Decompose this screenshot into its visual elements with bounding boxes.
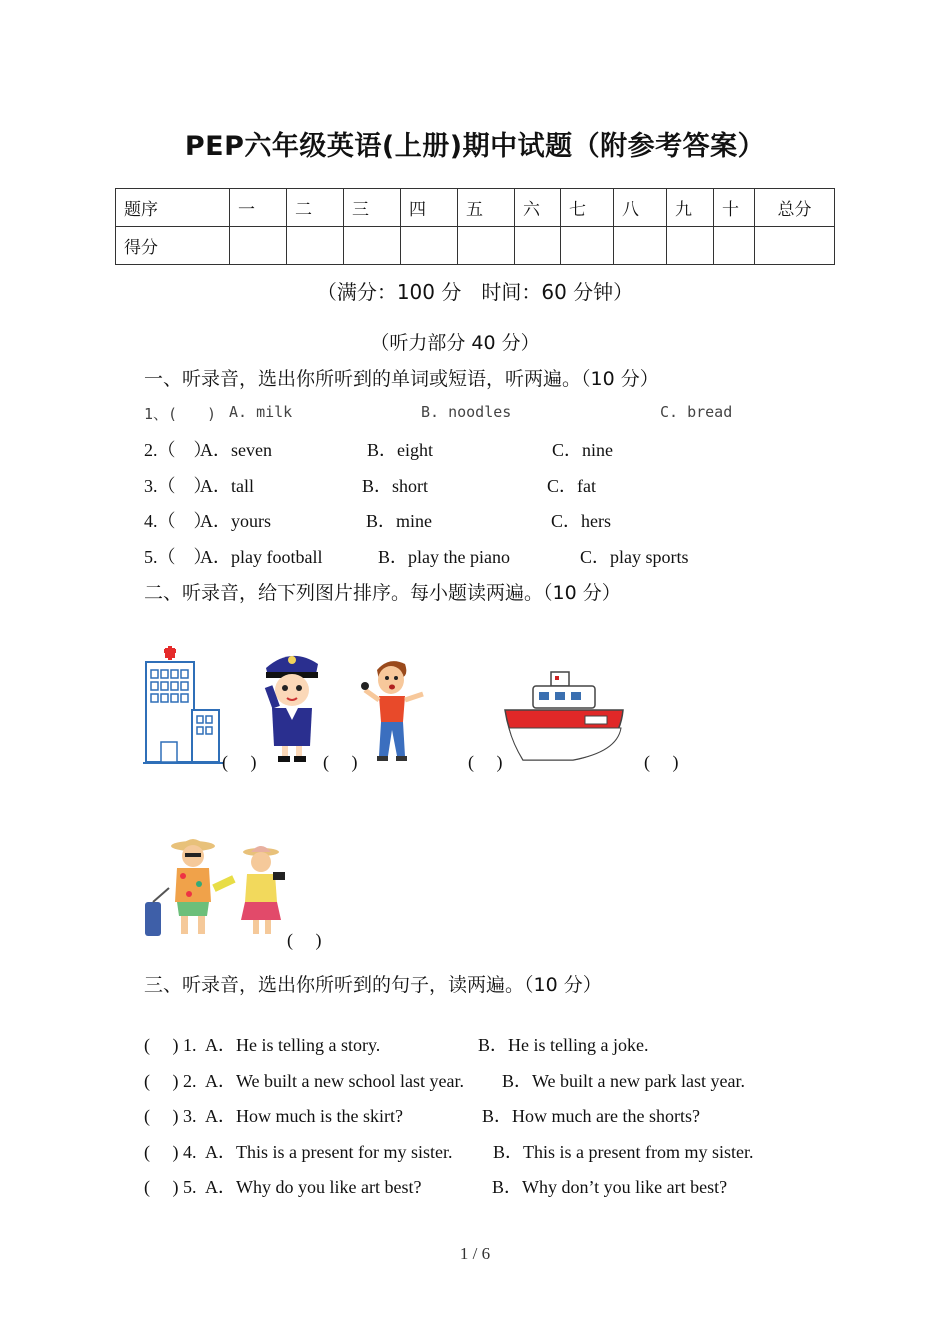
score-cell[interactable] <box>614 227 667 265</box>
picture-1-blank[interactable]: ( ) <box>222 752 257 772</box>
singing-boy-icon <box>357 656 433 764</box>
q5-option-c: C．play sports <box>580 547 689 567</box>
score-table-row-label: 得分 <box>116 227 230 265</box>
picture-4-blank[interactable]: ( ) <box>644 752 679 772</box>
q3-option-b: B．short <box>362 476 429 496</box>
score-cell[interactable] <box>714 227 755 265</box>
q3-option-a: A．tall <box>200 476 254 496</box>
score-table-header-cell: 题序 <box>116 189 230 227</box>
section1-heading: 一、听录音，选出你所听到的单词或短语，听两遍。（10 分） <box>144 368 659 390</box>
listening-part-label: （听力部分 40 分） <box>370 332 540 354</box>
s3-q1-number: ( ) 1. <box>144 1035 197 1055</box>
score-table-header-cell: 三 <box>344 189 401 227</box>
score-cell[interactable] <box>344 227 401 265</box>
s3-q2-option-b: B．We built a new park last year. <box>502 1071 745 1091</box>
score-table-header-row <box>116 189 835 227</box>
score-table-header-cell: 九 <box>667 189 714 227</box>
s3-q1-option-a: A．He is telling a story. <box>205 1035 381 1055</box>
q5-number: 5.（ ） <box>144 547 212 567</box>
s3-q5-option-b: B．Why don’t you like art best? <box>492 1177 728 1197</box>
q2-option-a: A．seven <box>200 440 272 460</box>
score-cell[interactable] <box>230 227 287 265</box>
ship-icon <box>503 666 627 764</box>
q3-option-c: C．fat <box>547 476 596 496</box>
s3-q4-number: ( ) 4. <box>144 1142 197 1162</box>
s3-q5-option-a: A．Why do you like art best? <box>205 1177 422 1197</box>
score-table-header-cell: 二 <box>287 189 344 227</box>
score-cell[interactable] <box>755 227 835 265</box>
picture-3-blank[interactable]: ( ) <box>468 752 503 772</box>
s3-q4-option-b: B．This is a present from my sister. <box>493 1142 754 1162</box>
q4-option-a: A．yours <box>200 511 271 531</box>
q4-option-b: B．mine <box>366 511 432 531</box>
page-title: PEP六年级英语(上册)期中试题（附参考答案） <box>184 131 766 162</box>
s3-q4-option-a: A．This is a present for my sister. <box>205 1142 453 1162</box>
s3-q3-number: ( ) 3. <box>144 1106 197 1126</box>
score-cell[interactable] <box>561 227 614 265</box>
score-table-header-cell: 六 <box>515 189 561 227</box>
score-table-score-row <box>116 227 835 265</box>
tourists-icon <box>143 832 289 942</box>
s3-q1-option-b: B．He is telling a joke. <box>478 1035 649 1055</box>
q1-number: 1、( ) <box>144 405 217 423</box>
q1-option-b: B. noodles <box>421 403 512 421</box>
score-cell[interactable] <box>401 227 458 265</box>
hospital-icon <box>143 646 223 764</box>
score-cell[interactable] <box>458 227 515 265</box>
s3-q2-number: ( ) 2. <box>144 1071 197 1091</box>
picture-2-blank[interactable]: ( ) <box>323 752 358 772</box>
page-number: 1 / 6 <box>459 1244 491 1263</box>
score-table-header-cell: 五 <box>458 189 515 227</box>
score-table-header-cell: 总分 <box>755 189 835 227</box>
q2-option-c: C．nine <box>552 440 613 460</box>
q3-number: 3.（ ） <box>144 476 212 496</box>
q1-option-c: C. bread <box>660 403 733 421</box>
score-cell[interactable] <box>515 227 561 265</box>
q4-number: 4.（ ） <box>144 511 212 531</box>
picture-5-blank[interactable]: ( ) <box>287 930 322 950</box>
exam-meta: （满分：100 分 时间：60 分钟） <box>316 280 634 304</box>
s3-q3-option-b: B．How much are the shorts? <box>482 1106 700 1126</box>
q5-option-a: A．play football <box>200 547 323 567</box>
score-cell[interactable] <box>667 227 714 265</box>
police-officer-icon <box>258 646 324 764</box>
section3-heading: 三、听录音，选出你所听到的句子，读两遍。（10 分） <box>144 974 602 996</box>
s3-q3-option-a: A．How much is the skirt? <box>205 1106 403 1126</box>
score-table-header-cell: 一 <box>230 189 287 227</box>
q5-option-b: B．play the piano <box>378 547 510 567</box>
q2-number: 2.（ ） <box>144 440 212 460</box>
score-table-header-cell: 八 <box>614 189 667 227</box>
s3-q5-number: ( ) 5. <box>144 1177 197 1197</box>
section2-heading: 二、听录音，给下列图片排序。每小题读两遍。（10 分） <box>144 582 621 604</box>
score-table-header-cell: 十 <box>714 189 755 227</box>
q1-option-a: A. milk <box>229 403 293 421</box>
q4-option-c: C．hers <box>551 511 611 531</box>
score-cell[interactable] <box>287 227 344 265</box>
q2-option-b: B．eight <box>367 440 433 460</box>
score-table-header-cell: 四 <box>401 189 458 227</box>
score-table-header-cell: 七 <box>561 189 614 227</box>
s3-q2-option-a: A．We built a new school last year. <box>205 1071 464 1091</box>
score-table <box>115 188 835 265</box>
